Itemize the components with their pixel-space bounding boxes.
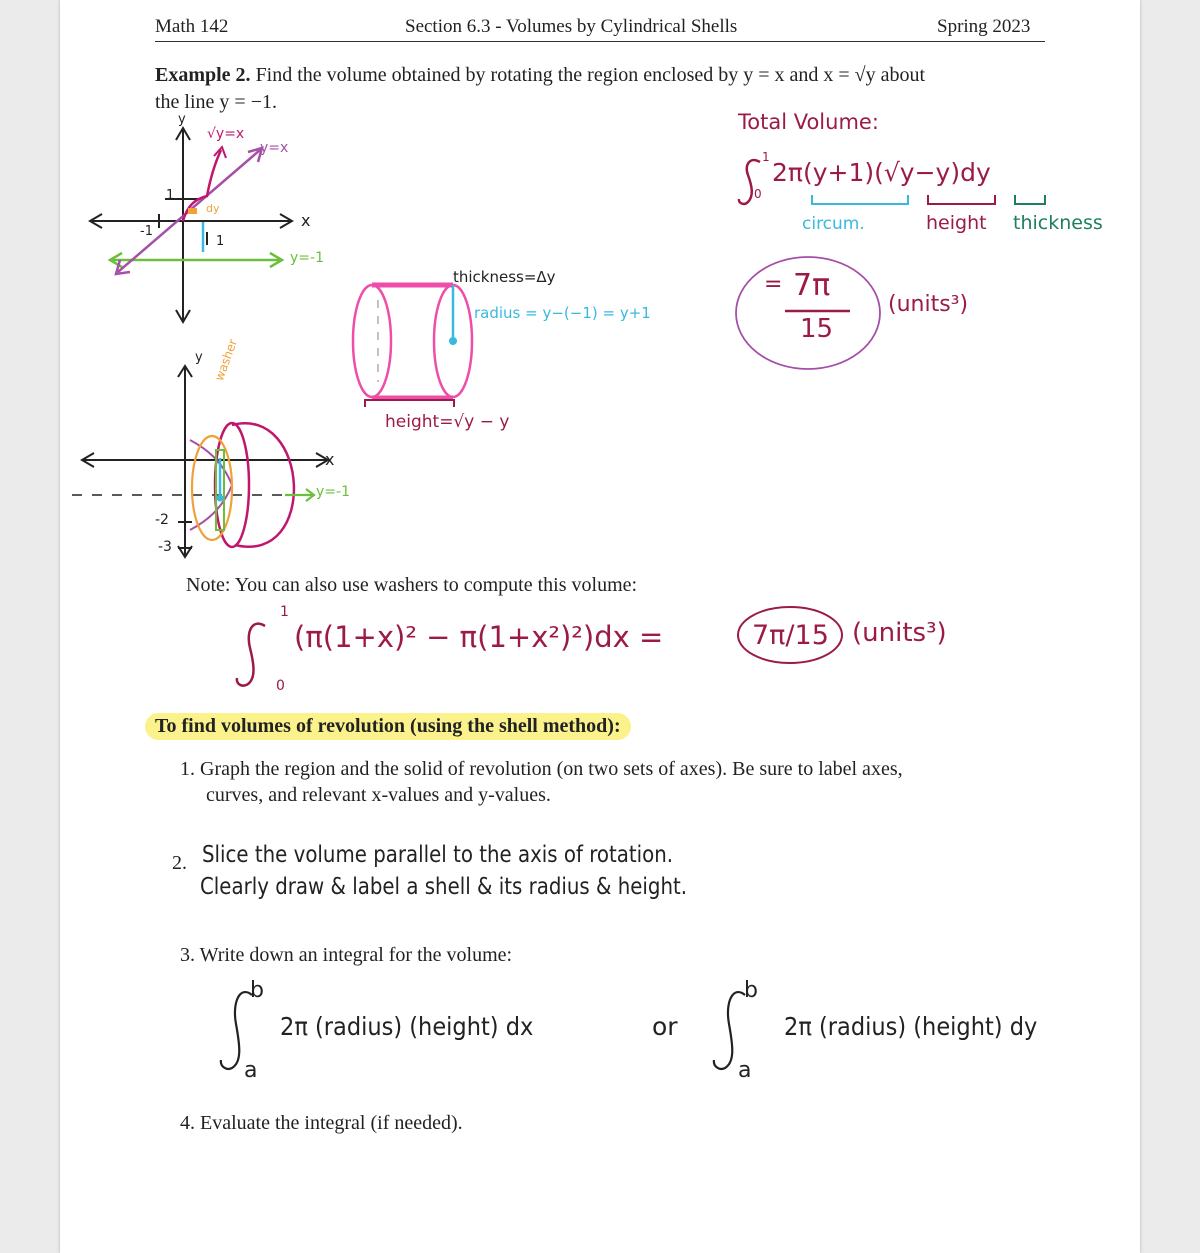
section-title: Section 6.3 - Volumes by Cylindrical Shells bbox=[405, 16, 738, 37]
circum-label: circum. bbox=[802, 214, 865, 234]
step3-or: or bbox=[652, 1012, 678, 1041]
step1-line2: curves, and relevant x-values and y-values. bbox=[206, 784, 551, 806]
graph1-axes bbox=[90, 128, 292, 322]
note-answer: 7π/15 bbox=[752, 620, 829, 651]
note-units: (units³) bbox=[852, 618, 947, 648]
example-line2: the line y = −1. bbox=[155, 91, 277, 113]
graph1-curve-sqrt-label: √y=x bbox=[207, 126, 245, 142]
graph1-tick-y1: 1 bbox=[166, 188, 175, 203]
document-page bbox=[60, 0, 1140, 1253]
shell-thickness-label: thickness=Δy bbox=[453, 268, 556, 286]
graph1-y-label: y bbox=[178, 112, 186, 127]
step2-number: 2. bbox=[172, 852, 187, 874]
step3-formula-dy: 2π (radius) (height) dy bbox=[784, 1012, 1038, 1041]
term-label: Spring 2023 bbox=[937, 16, 1031, 37]
answer-denominator: 15 bbox=[800, 314, 834, 344]
total-integrand: 2π(y+1)(√y−y)dy bbox=[772, 158, 991, 187]
note-text: Note: You can also use washers to compute this volume: bbox=[186, 574, 638, 596]
answer-numerator: 7π bbox=[793, 268, 831, 303]
total-volume-title: Total Volume: bbox=[738, 110, 879, 134]
equals-sign: = bbox=[764, 272, 783, 297]
height-label: height bbox=[926, 212, 987, 234]
graph1-tick-x1: 1 bbox=[216, 234, 225, 249]
graph1-line-label: y=x bbox=[260, 140, 289, 156]
course-label: Math 142 bbox=[155, 16, 229, 37]
integral-sign-note bbox=[237, 624, 265, 686]
graph1-x-label: x bbox=[301, 211, 311, 230]
step3-upper-b2: b bbox=[744, 978, 758, 1003]
total-upper-limit: 1 bbox=[762, 150, 770, 164]
note-upper-limit: 1 bbox=[280, 604, 289, 620]
graph2-x-label: x bbox=[325, 450, 335, 469]
note-integral: (π(1+x)² − π(1+x²)²)dx = bbox=[294, 620, 664, 654]
graph2-tick-minus-2: -2 bbox=[155, 512, 169, 528]
example-text: Find the volume obtained by rotating the region enclosed by y = x and x = √y about bbox=[255, 64, 926, 86]
step4-text: 4. Evaluate the integral (if needed). bbox=[180, 1112, 463, 1134]
answer-units: (units³) bbox=[888, 292, 969, 317]
graph2-solid bbox=[190, 423, 294, 547]
step3-formula-dx: 2π (radius) (height) dx bbox=[280, 1012, 534, 1041]
graph2-line-y-minus-1-label: y=-1 bbox=[316, 484, 350, 500]
step1-line1: 1. Graph the region and the solid of revolution (on two sets of axes). Be sure to label axes, bbox=[180, 758, 903, 780]
step3-lower-a2: a bbox=[738, 1058, 752, 1083]
shell-radius-label: radius = y−(−1) = y+1 bbox=[474, 304, 651, 322]
thickness-label: thickness bbox=[1013, 212, 1103, 234]
step2-line1: Slice the volume parallel to the axis of rotation. bbox=[202, 842, 674, 868]
step2-line2: Clearly draw & label a shell & its radius & height. bbox=[200, 874, 688, 900]
total-lower-limit: 0 bbox=[754, 187, 762, 201]
graph2-tick-minus-3: -3 bbox=[158, 539, 172, 555]
example-label: Example 2. bbox=[155, 64, 251, 86]
step3-text: 3. Write down an integral for the volume: bbox=[180, 944, 513, 966]
graph2-green-arrow bbox=[285, 489, 314, 501]
graph2-y-label: y bbox=[195, 350, 203, 365]
shell-height-label: height=√y − y bbox=[385, 412, 510, 432]
graph2-washer-label: washer bbox=[212, 337, 240, 383]
step3-upper-b1: b bbox=[250, 978, 264, 1003]
note-lower-limit: 0 bbox=[276, 678, 285, 694]
method-heading: To find volumes of revolution (using the shell method): bbox=[145, 713, 631, 740]
step3-lower-a1: a bbox=[244, 1058, 258, 1083]
graph1-dy-label: dy bbox=[206, 202, 220, 215]
shell-cylinder bbox=[353, 285, 472, 407]
graph1-line-y-minus-1-label: y=-1 bbox=[290, 250, 324, 266]
graph1-tick-xm1: -1 bbox=[140, 224, 153, 239]
total-volume-braces bbox=[812, 195, 1045, 204]
graph1-dy-slice bbox=[188, 208, 197, 214]
